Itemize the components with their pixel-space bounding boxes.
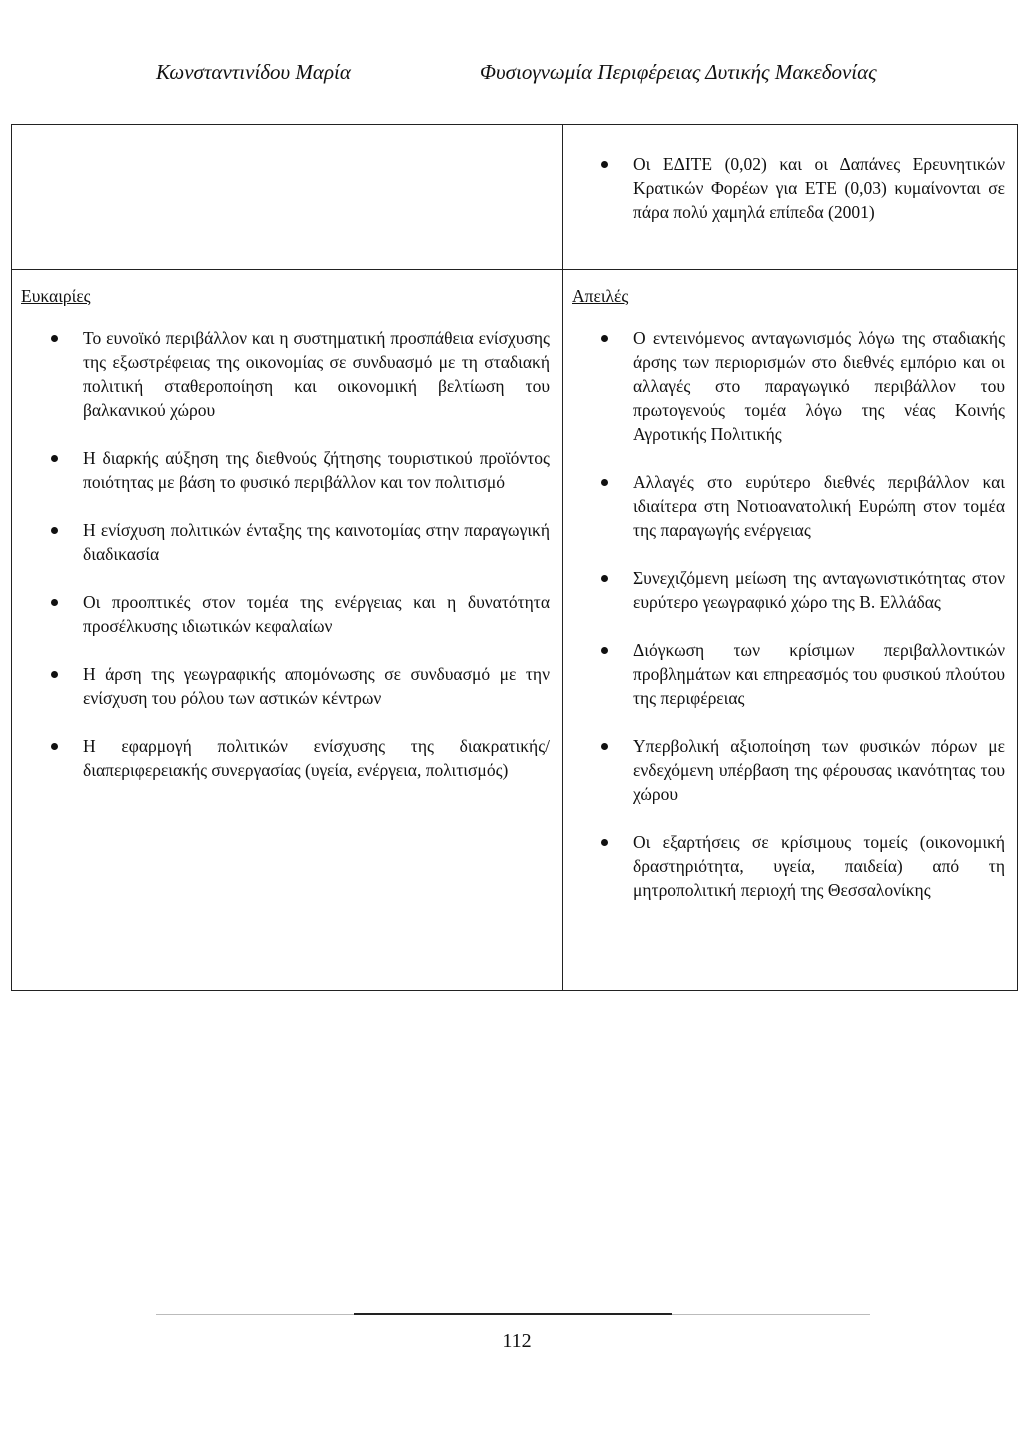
- header-author: Κωνσταντινίδου Μαρία: [156, 60, 351, 84]
- threats-cell: [563, 270, 1018, 991]
- header-title: Φυσιογνωμία Περιφέρειας Δυτικής Μακεδονίας: [480, 60, 877, 84]
- list-item: Υπερβολική αξιοποίηση των φυσικών πόρων με ενδεχόμενη υπέρβαση της φέρουσας ικανότητας του χώρου: [563, 734, 1005, 806]
- list-item: Οι εξαρτήσεις σε κρίσιμους τομείς (οικονομική δραστηριότητα, υγεία, παιδεία) από τη μητροπολιτική περιοχή της Θεσσαλονίκης: [563, 830, 1005, 902]
- bullet-icon: [51, 455, 58, 462]
- table-row: [12, 270, 1018, 991]
- footer-divider: [156, 1313, 870, 1315]
- top-left-cell: [12, 125, 563, 270]
- bullet-icon: [601, 839, 608, 846]
- swot-table: [11, 124, 1018, 991]
- bullet-icon: [51, 743, 58, 750]
- bullet-icon: [601, 161, 608, 168]
- opportunities-list: [12, 326, 550, 782]
- threats-list: [563, 326, 1005, 902]
- list-item: Αλλαγές στο ευρύτερο διεθνές περιβάλλον και ιδιαίτερα στη Νοτιοανατολική Ευρώπη στον τομέα της παραγωγής ενέργειας: [563, 470, 1005, 542]
- top-right-cell: [563, 125, 1018, 270]
- list-item: Η άρση της γεωγραφικής απομόνωσης σε συνδυασμό με την ενίσχυση του ρόλου των αστικών κέντρων: [12, 662, 550, 710]
- bullet-icon: [51, 335, 58, 342]
- opportunities-heading: Ευκαιρίες: [21, 286, 91, 306]
- bullet-icon: [601, 479, 608, 486]
- threats-heading: Απειλές: [572, 286, 629, 306]
- list-item: Οι ΕΔΙΤΕ (0,02) και οι Δαπάνες Ερευνητικών Κρατικών Φορέων για ΕΤΕ (0,03) κυμαίνονται σε πάρα πολύ χαμηλά επίπεδα (2001): [563, 152, 1005, 224]
- bullet-icon: [51, 671, 58, 678]
- bullet-icon: [51, 527, 58, 534]
- list-item: Η εφαρμογή πολιτικών ενίσχυσης της διακρατικής/διαπεριφερειακής συνεργασίας (υγεία, ενέργεια, πολιτισμός): [12, 734, 550, 782]
- bullet-icon: [601, 743, 608, 750]
- list-item: Ο εντεινόμενος ανταγωνισμός λόγω της σταδιακής άρσης των περιορισμών στο διεθνές εμπόριο και οι αλλαγές στο παραγωγικό περιβάλλον του πρωτογενούς τομέα λόγω της νέας Κοινής Αγροτικής Πολιτικής: [563, 326, 1005, 446]
- list-item: Το ευνοϊκό περιβάλλον και η συστηματική προσπάθεια ενίσχυσης της εξωστρέφειας της οικονομίας σε συνδυασμό με τη σταδιακή πολιτική σταθεροποίηση και οικονομική βελτίωση του βαλκανικού χώρου: [12, 326, 550, 422]
- bullet-icon: [51, 599, 58, 606]
- opportunities-cell: [12, 270, 563, 991]
- list-item: Η ενίσχυση πολιτικών ένταξης της καινοτομίας στην παραγωγική διαδικασία: [12, 518, 550, 566]
- table-row: [12, 125, 1018, 270]
- list-item: Η διαρκής αύξηση της διεθνούς ζήτησης τουριστικού προϊόντος ποιότητας με βάση το φυσικό περιβάλλον και τον πολιτισμό: [12, 446, 550, 494]
- list-item: Διόγκωση των κρίσιμων περιβαλλοντικών προβλημάτων και επηρεασμός του φυσικού πλούτου της περιφέρειας: [563, 638, 1005, 710]
- bullet-icon: [601, 647, 608, 654]
- list-item: Συνεχιζόμενη μείωση της ανταγωνιστικότητας στον ευρύτερο γεωγραφικό χώρο της Β. Ελλάδας: [563, 566, 1005, 614]
- top-right-list: [563, 152, 1005, 224]
- page-number: 112: [502, 1330, 532, 1352]
- page-header: [0, 60, 1024, 90]
- list-item: Οι προοπτικές στον τομέα της ενέργειας και η δυνατότητα προσέλκυσης ιδιωτικών κεφαλαίων: [12, 590, 550, 638]
- bullet-icon: [601, 575, 608, 582]
- bullet-icon: [601, 335, 608, 342]
